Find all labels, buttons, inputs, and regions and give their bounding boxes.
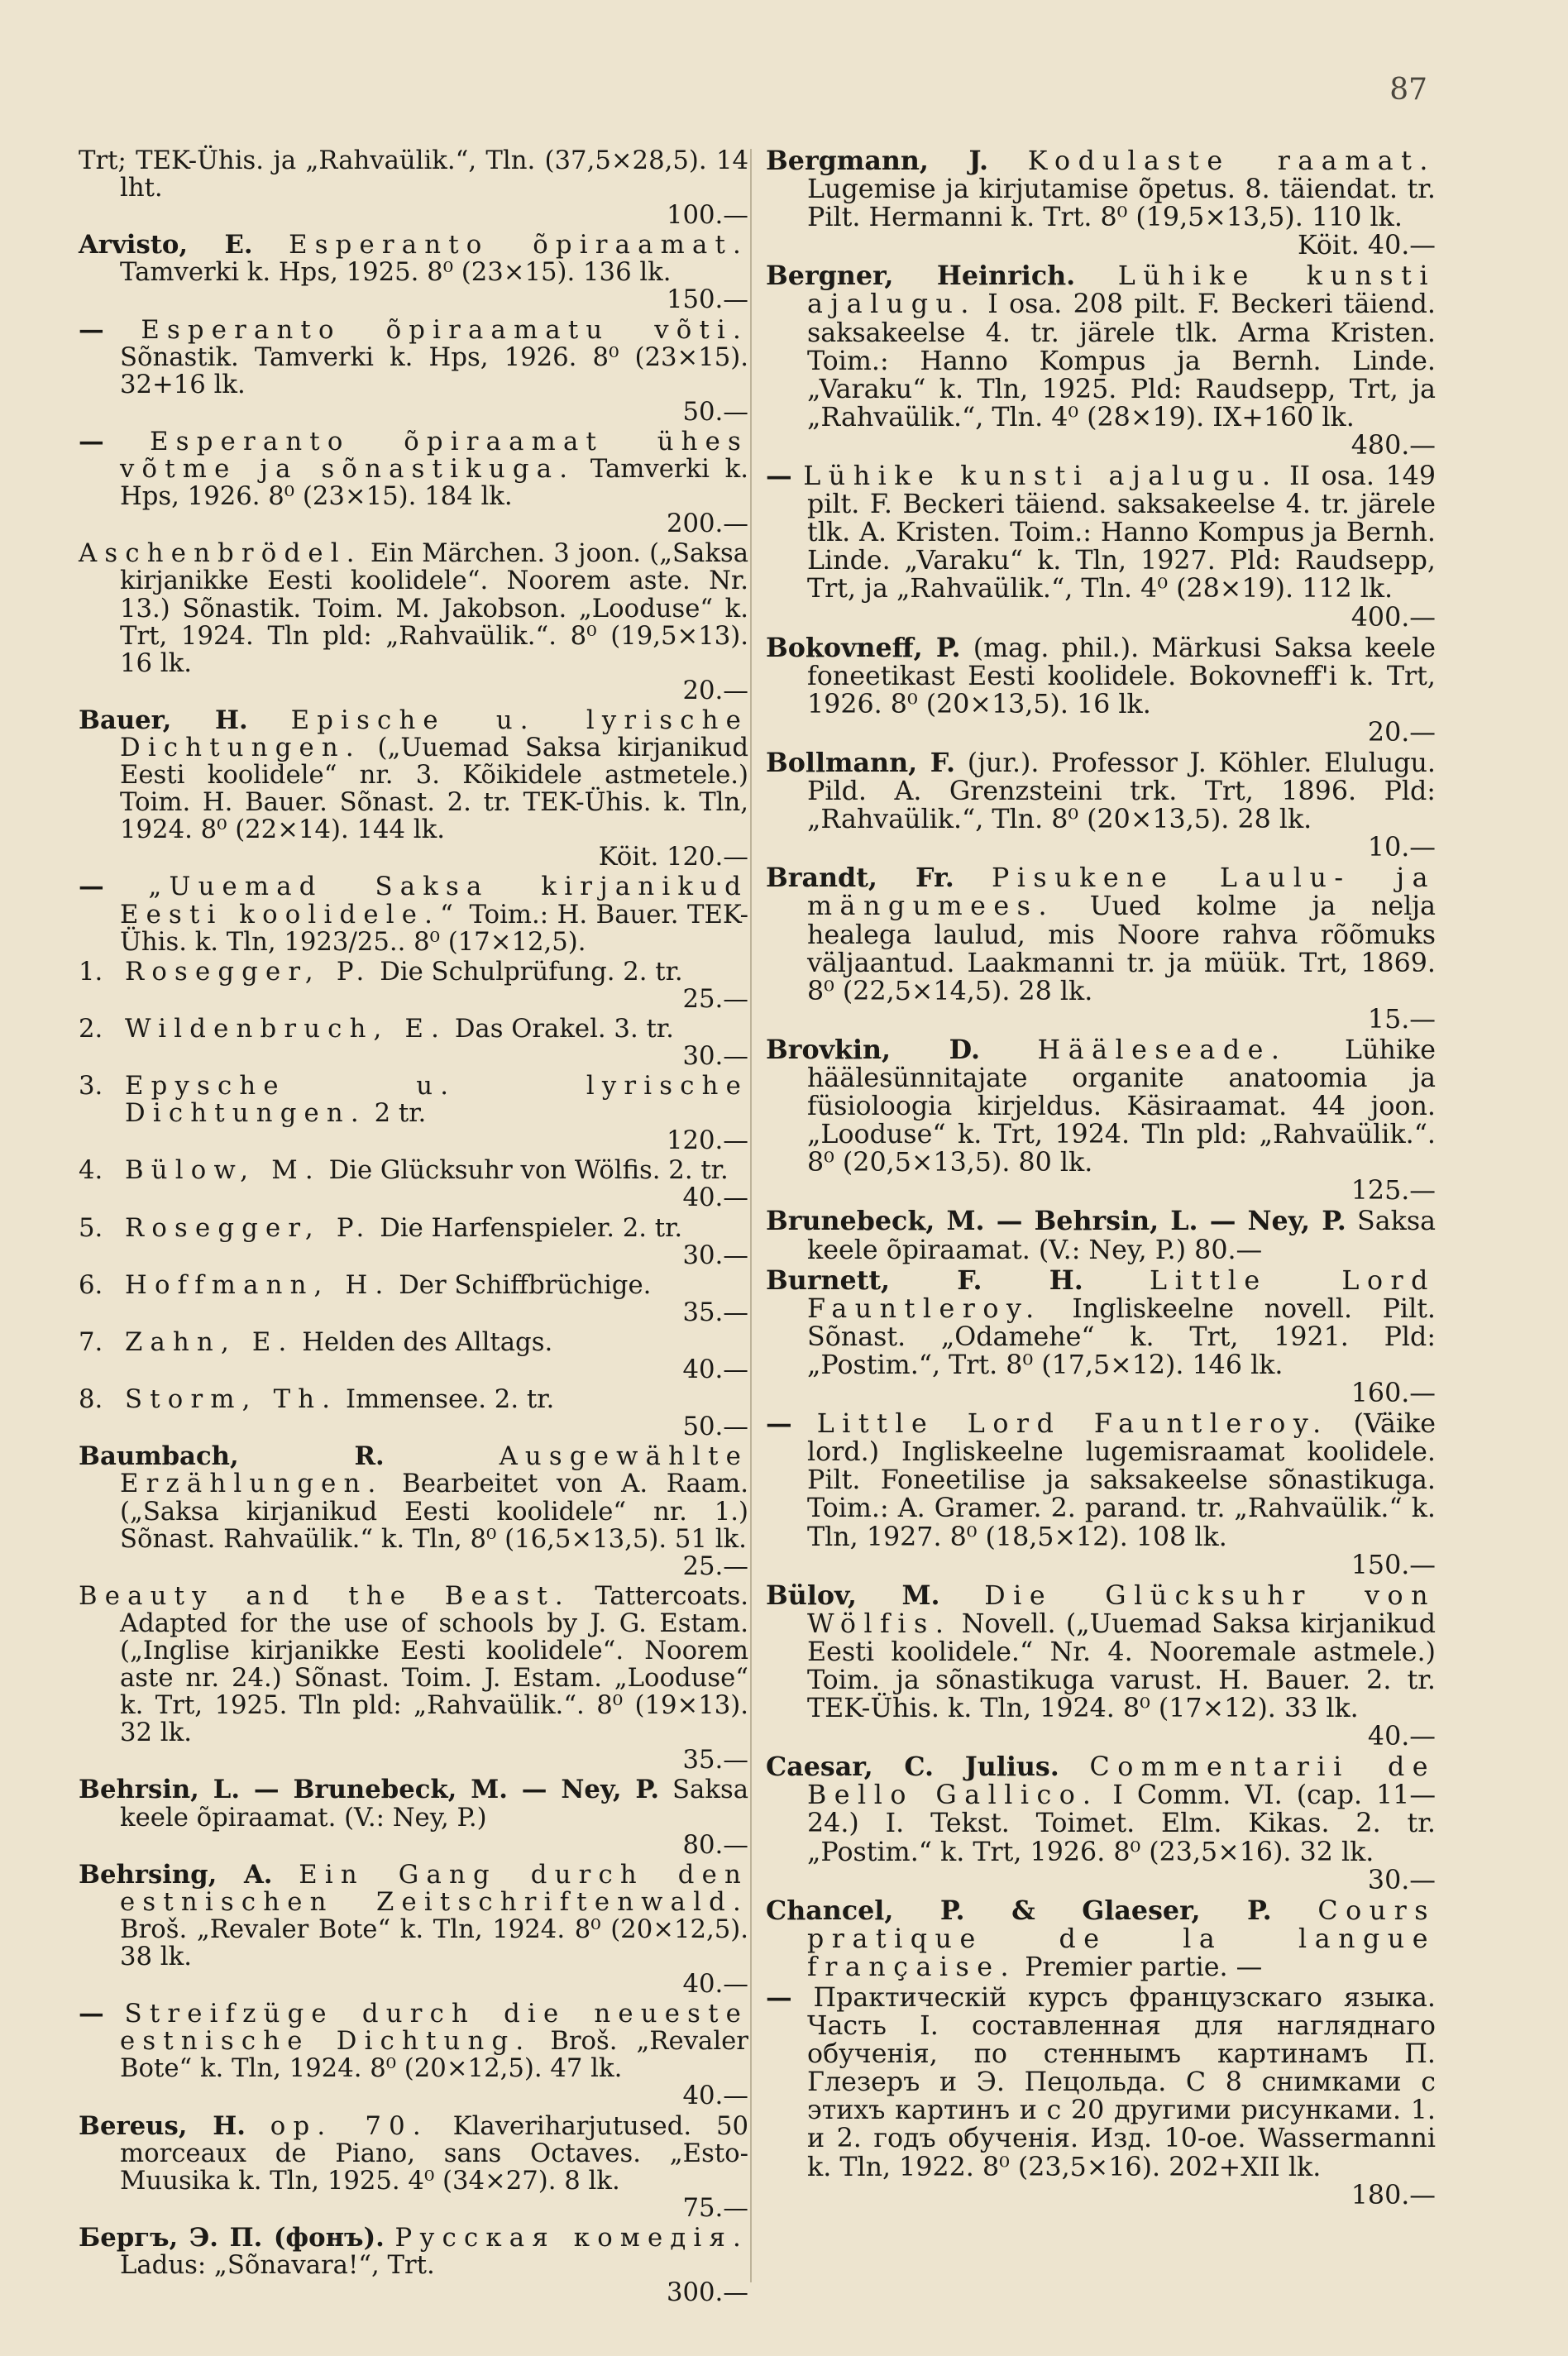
entry-price: 15.— [1367,1004,1436,1035]
entry-title: „Uuemad Saksa kirjanikud Eesti koolidele.“ [120,872,748,929]
entry-author: Bollmann, F. [766,747,956,778]
entry-price: 25.— [682,984,748,1014]
entry-price: 160.— [1350,1379,1436,1409]
entry-price: 80.— [682,1830,748,1860]
entry-price: 125.— [1350,1176,1436,1207]
entry-title: Rosegger, P. [125,957,372,987]
bibliography-entry [766,634,1436,747]
entry-author: Bauer, H. [79,705,248,735]
bibliography-entry [79,707,748,872]
entry-price: 40.— [682,1970,748,2000]
entry-details: Broš. „Revaler Bote“ k. Tln, 1924. 8⁰ (20×12,5). 47 lk. [120,2027,748,2084]
entry-price: 200.— [666,509,748,539]
bibliography-entry [79,147,748,229]
entry-details: Tattercoats. Adapted for the use of schools by J. G. Estam. („Inglise kirjanikke Eesti koolidele“. Noorem aste nr. 24.) Sõnast. Toim. J. Estam. „Looduse“ k. Trt, 1925. Tln pld: „Rahvaülik.“. 8⁰ (19×13). 32 lk. [120,1581,748,1748]
entry-title: Hoffmann, H. [125,1270,391,1300]
entry-details: Immensee. 2. tr. [345,1385,555,1415]
entry-author: — [79,872,104,902]
entry-details: Die Schulprüfung. 2. tr. [380,957,683,987]
entry-author: Бергъ, Э. П. (фонъ). [79,2222,385,2253]
entry-title: Rosegger, P. [125,1213,372,1243]
bibliography-entry [79,540,748,705]
entry-details: Trt; TEK-Ühis. ja „Rahvaülik.“, Tln. (37,5×28,5). 14 lht. [79,146,748,203]
entry-price: 150.— [1350,1550,1436,1580]
entry-author: Chancel, P. & Glaeser, P. [766,1895,1272,1926]
entry-title: Lühike kunsti ajalugu. [803,461,1279,492]
entry-title: Pisukene Laulu- ja mängumees. [807,863,1436,922]
entry-price: 20.— [682,676,748,705]
bibliography-entry [79,1386,748,1441]
entry-title: Storm, Th. [125,1385,338,1415]
entry-author: Arvisto, E. [79,230,253,260]
entry-author: Bergner, Heinrich. [766,260,1076,292]
bibliography-entry [79,2222,748,2308]
bibliography-entry [79,2000,748,2110]
entry-author: Burnett, F. H. [766,1264,1083,1296]
entry-price: 40.— [682,2081,748,2111]
entry-details: Sõnastik. Tamverki k. Hps, 1926. 8⁰ (23×15). 32+16 lk. [120,342,748,399]
entry-title: Kodulaste raamat. [1027,146,1436,176]
bibliography-entry [79,1016,748,1070]
entry-title: Aschenbrödel. [79,539,362,569]
bibliography-entry [766,1264,1437,1409]
entry-details: 2 tr. [374,1099,427,1129]
entry-title: Commentarii de Bello Gallico. [807,1752,1436,1811]
entry-price: Köit. 120.— [598,843,748,872]
entry-details: Ladus: „Sõnavara!“, Trt. [120,2251,435,2281]
bibliography-entry [79,1861,748,1998]
entry-author: Behrsing, A. [79,1859,273,1890]
entry-details: Der Schiffbrüchige. [399,1270,652,1300]
bibliography-entry [766,1984,1436,2210]
entry-price: 40.— [682,1355,748,1385]
entry-details: (Väike lord.) Ingliskeelne lugemisraamat koolidele. Pilt. Foneetilise ja saksakeelse sõnastikuga. Toim.: A. Gramer. 2. parand. tr. „Rahvaülik.“ k. Tln, 1927. 8⁰ (18,5×12). 108 lk. [807,1409,1436,1552]
entry-details: Saksa keele õpiraamat. (V.: Ney, P.) 80.— [807,1207,1436,1265]
entry-title: Beauty and the Beast. [79,1581,571,1611]
bibliography-entry [79,1776,748,1858]
entry-title: Hääleseade. [1037,1035,1288,1065]
bibliography-entry [79,2110,749,2223]
entry-details: Die Glücksuhr von Wölfis. 2. tr. [328,1156,729,1186]
entry-price: 400.— [1350,602,1436,633]
entry-price: 30.— [682,1042,748,1071]
entry-price: 35.— [682,1746,748,1775]
entry-author: Bergmann, J. [766,146,989,176]
entry-title: op. 70. [270,2111,428,2141]
entry-price: 480.— [1350,430,1436,461]
entry-title: Ein Gang durch den estnischen Zeitschriftenwald. [120,1860,748,1917]
bibliography-entry [79,1215,748,1269]
bibliography-entry [766,1410,1436,1579]
entry-price: Köit. 40.— [1298,231,1436,261]
entry-price: 40.— [682,1183,748,1213]
entry-details: Lühike häälesünnitajate organite anatoomia ja füsioloogia kirjeldus. Käsiraamat. 44 joon. „Looduse“ k. Trt, 1924. Tln pld: „Rahvaülik.“. 8⁰ (20,5×13,5). 80 lk. [807,1035,1436,1178]
bibliography-entry [766,262,1436,460]
entry-details: II osa. 149 pilt. F. Beckeri täiend. saksakeelse 4. tr. järele tlk. A. Kristen. Toim.: Hanno Kompus ja Bernh. Linde. „Varaku“ k. Tln, 1927. Pld: Raudsepp, Trt, ja „Rahvaülik.“, Tln. 4⁰ (28×19). 112 lk. [807,461,1436,605]
entry-author: Bokovneff, P. [766,632,961,663]
bibliography-entry [79,958,748,1013]
entry-title: Bülow, M. [125,1156,321,1186]
entry-author: Brandt, Fr. [766,863,954,894]
page-number: 87 [1389,73,1427,107]
entry-author: — [79,314,104,345]
right-column [766,147,1436,2212]
entry-details: Saksa keele õpiraamat. (V.: Ney, P.) [120,1775,748,1833]
bibliography-entry [79,1157,748,1211]
bibliography-entry [766,1036,1436,1206]
entry-details: Bearbeitet von A. Raam. („Saksa kirjanikud Eesti koolidele“ nr. 1.) Sõnast. Rahvaülik.“ k. Tln, 8⁰ (16,5×13,5). 51 lk. [120,1470,748,1554]
entry-price: 75.— [682,2193,748,2223]
bibliography-entry [79,873,748,955]
entry-price: 10.— [1367,833,1436,863]
entry-price: 100.— [666,201,748,231]
entry-details: Ein Märchen. 3 joon. („Saksa kirjanikke Eesti koolidele“. Noorem aste. Nr. 13.) Sõnastik. Toim. M. Jakobson. „Looduse“ k. Trt, 1924. Tln pld: „Rahvaülik.“. 8⁰ (19,5×13). 16 lk. [120,539,748,678]
entry-author: — [766,1408,792,1440]
entry-details: Broš. „Revaler Bote“ k. Tln, 1924. 8⁰ (20×12,5). 38 lk. [120,1914,748,1971]
bibliography-entry [79,232,748,313]
entry-price: 40.— [1367,1722,1436,1752]
entry-author: — [79,426,104,456]
entry-price: 300.— [666,2278,748,2308]
entry-author: — [79,1999,104,2029]
entry-title: Wildenbruch, E. [125,1014,447,1044]
bibliography-entry [79,314,748,427]
entry-details: Tamverki k. Hps, 1926. 8⁰ (23×15). 184 lk. [120,455,748,512]
entry-details: (jur.). Professor J. Köhler. Elulugu. Pild. A. Grenzsteini trk. Trt, 1896. Pld: „Rahvaülik.“, Tln. 8⁰ (20×13,5). 28 lk. [807,748,1436,835]
entry-author: Caesar, C. Julius. [766,1751,1059,1783]
entry-title: Little Lord Fauntleroy. [807,1265,1436,1324]
entry-details: (mag. phil.). Märkusi Saksa keele foneetikast Eesti koolidele. Bokovneff'i k. Trt, 1926. 8⁰ (20×13,5). 16 lk. [807,633,1436,719]
entry-price: 120.— [666,1126,748,1156]
entry-title: Ausgewählte Erzählungen. [120,1442,748,1499]
bibliography-entry [766,1207,1436,1264]
entry-details: Premier partie. — [1025,1952,1263,1982]
bibliography-entry [79,1073,748,1154]
entry-details: Tamverki k. Hps, 1925. 8⁰ (23×15). 136 lk. [120,258,672,288]
entry-details: Helden des Alltags. [302,1327,553,1357]
entry-details: („Uuemad Saksa kirjanikud Eesti koolidele“ nr. 3. Kõikidele astmetele.) Toim. H. Bauer. Sõnast. 2. tr. TEK-Ühis. k. Tln, 1924. 8⁰ (22×14). 144 lk. [120,733,748,845]
entry-author: Behrsin, L. — Brunebeck, M. — Ney, P. [79,1775,660,1805]
entry-details: Das Orakel. 3. tr. [454,1014,674,1044]
bibliography-entry [79,428,748,538]
entry-title: Epysche u. lyrische Dichtungen. [125,1072,748,1129]
entry-price: 180.— [1350,2180,1436,2210]
entry-price: 50.— [682,397,748,427]
entry-price: 50.— [682,1412,748,1442]
entry-author: Brunebeck, M. — Behrsin, L. — Ney, P. [766,1206,1346,1237]
entry-price: 30.— [1367,1865,1436,1895]
entry-title: Streifzüge durch die neueste estnische Dichtung. [120,2000,748,2057]
entry-details: Практическій курсъ французскаго языка. Часть I. составленная для нагляднаго обученія, по стеннымъ картинамъ П. Глезеръ и Э. Пецольда. С 8 снимками с этихъ картинъ и с 20 другими рисунками. 1. и 2. годъ обученія. Изд. 10-ое. Wassermanni k. Tln, 1922. 8⁰ (23,5×16). 202+XII lk. [807,1983,1436,2182]
entry-details: Toim.: H. Bauer. TEK-Ühis. k. Tln, 1923/25.. 8⁰ (17×12,5). [120,900,748,957]
entry-title: Esperanto õpiraamat. [289,231,748,260]
bibliography-entry [79,1443,748,1579]
entry-price: 30.— [682,1240,748,1270]
bibliography-entry [79,1583,748,1775]
entry-title: Cours pratique de la langue française. [807,1895,1437,1982]
entry-title: Zahn, E. [125,1327,294,1357]
entry-title: Little Lord Fauntleroy. [816,1409,1329,1440]
left-column [79,147,748,2309]
entry-title: Русская комедія. [394,2223,748,2253]
entry-details: Klaveriharjutused. 50 morceaux de Piano, sans Octaves. „Esto-Muusika k. Tln, 1925. 4⁰ (34×27). 8 lk. [120,2111,749,2196]
entry-details: Lugemise ja kirjutamise õpetus. 8. täiendat. tr. Pilt. Hermanni k. Trt. 8⁰ (19,5×13,5). 110 lk. [807,174,1436,233]
entry-author: Baumbach, R. [79,1441,385,1472]
entry-title: Die Glücksuhr von Wölfis. [807,1580,1436,1639]
entry-details: Ingliskeelne novell. Pilt. Sõnast. „Odamehe“ k. Trt, 1921. Pld: „Postim.“, Trt. 8⁰ (17,5×12). 146 lk. [807,1293,1437,1380]
entry-price: 20.— [1367,717,1436,748]
bibliography-entry [766,749,1436,862]
bibliography-entry [766,1753,1436,1894]
entry-title: Esperanto õpiraamatu võti. [141,315,748,345]
entry-details: Novell. („Uuemad Saksa kirjanikud Eesti koolidele.“ Nr. 4. Nooremale astmele.) Toim. ja sõnastikuga varust. H. Bauer. 2. tr. TEK-Ühis. k. Tln, 1924. 8⁰ (17×12). 33 lk. [807,1608,1436,1724]
entry-title: Epische u. lyrische Dichtungen. [120,705,749,762]
entry-author: Brovkin, D. [766,1034,980,1065]
entry-title: Esperanto õpiraamat ühes võtme ja sõnastikuga. [120,427,748,485]
entry-author: Bereus, H. [79,2110,246,2141]
bibliography-entry [79,1272,748,1326]
entry-price: 35.— [682,1297,748,1327]
entry-author: — [766,461,792,492]
entry-details: Uued kolme ja nelja healega laulud, mis Noore rahva rõõmuks väljaantud. Laakmanni tr. ja müük. Trt, 1869. 8⁰ (22,5×14,5). 28 lk. [807,891,1436,1006]
entry-details: Die Harfenspieler. 2. tr. [380,1213,683,1243]
entry-details: I Comm. VI. (cap. 11—24.) I. Tekst. Toimet. Elm. Kikas. 2. tr. „Postim.“ k. Trt, 1926. 8⁰ (23,5×16). 32 lk. [807,1780,1437,1867]
bibliography-entry [766,147,1436,260]
bibliography-entry [766,1579,1436,1752]
bibliography-entry [79,1329,748,1383]
entry-price: 150.— [666,285,748,315]
entry-price: 25.— [682,1551,748,1581]
entry-author: Bülov, M. [766,1579,940,1611]
entry-author: — [766,1982,792,2013]
bibliography-entry [766,462,1436,632]
bibliography-entry [766,1897,1436,1981]
entry-title: Lühike kunsti ajalugu. [807,261,1436,320]
bibliography-entry [766,864,1436,1034]
entry-details: I osa. 208 pilt. F. Beckeri täiend. saksakeelse 4. tr. järele tlk. Arma Kristen. Toim.: Hanno Kompus ja Bernh. Linde. „Varaku“ k. Tln, 1925. Pld: Raudsepp, Trt, ja „Rahvaülik.“, Tln. 4⁰ (28×19). IX+160 lk. [807,289,1436,432]
column-divider [750,149,752,2282]
